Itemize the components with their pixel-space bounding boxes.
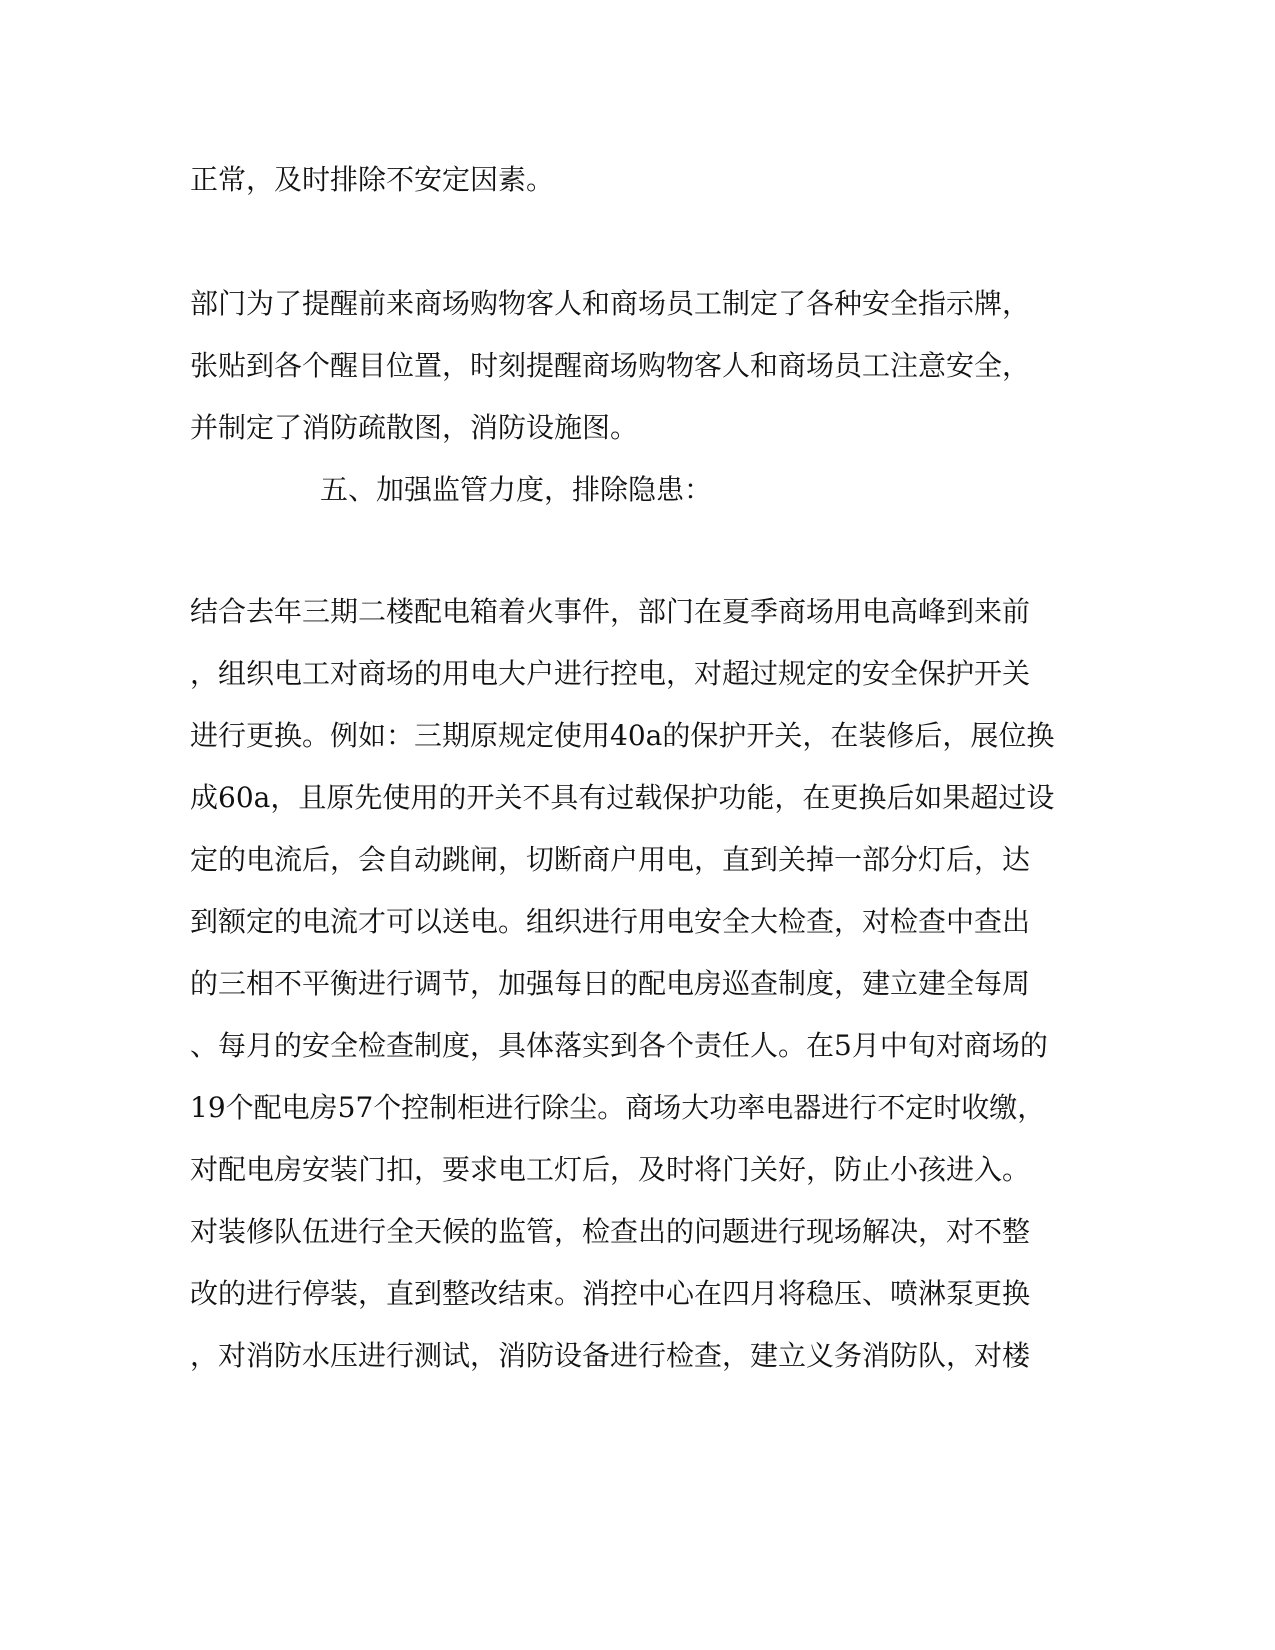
- text-line-15: 对配电房安装门扣，要求电工灯后，及时将门关好，防止小孩进入。: [190, 1153, 1031, 1186]
- text-line-16: 对装修队伍进行全天候的监管，检查出的问题进行现场解决，对不整: [190, 1215, 1031, 1248]
- text-line-13: 、每月的安全检查制度，具体落实到各个责任人。在5月中旬对商场的: [190, 1029, 1048, 1062]
- text-line-4: 并制定了消防疏散图，消防设施图。: [190, 411, 639, 444]
- text-line-10: 定的电流后，会自动跳闸，切断商户用电，直到关掉一部分灯后，达: [190, 843, 1031, 876]
- text-line-6: 结合去年三期二楼配电箱着火事件，部门在夏季商场用电高峰到来前: [190, 595, 1031, 628]
- text-line-9: 成60a，且原先使用的开关不具有过载保护功能，在更换后如果超过设: [190, 781, 1055, 814]
- text-line-18: ，对消防水压进行测试，消防设备进行检查，建立义务消防队，对楼: [190, 1339, 1031, 1372]
- text-line-1: 正常，及时排除不安定因素。: [190, 163, 555, 196]
- text-line-17: 改的进行停装，直到整改结束。消控中心在四月将稳压、喷淋泵更换: [190, 1277, 1031, 1310]
- text-line-8: 进行更换。例如：三期原规定使用40a的保护开关，在装修后，展位换: [190, 719, 1055, 752]
- section-heading: 五、加强监管力度，排除隐患：: [320, 473, 713, 506]
- text-line-7: ，组织电工对商场的用电大户进行控电，对超过规定的安全保护开关: [190, 657, 1031, 690]
- text-line-2: 部门为了提醒前来商场购物客人和商场员工制定了各种安全指示牌，: [190, 287, 1031, 320]
- text-line-14: 19个配电房57个控制柜进行除尘。商场大功率电器进行不定时收缴，: [190, 1091, 1046, 1124]
- text-line-11: 到额定的电流才可以送电。组织进行用电安全大检查，对检查中查出: [190, 905, 1031, 938]
- text-line-3: 张贴到各个醒目位置，时刻提醒商场购物客人和商场员工注意安全，: [190, 349, 1031, 382]
- text-line-12: 的三相不平衡进行调节，加强每日的配电房巡查制度，建立建全每周: [190, 967, 1031, 1000]
